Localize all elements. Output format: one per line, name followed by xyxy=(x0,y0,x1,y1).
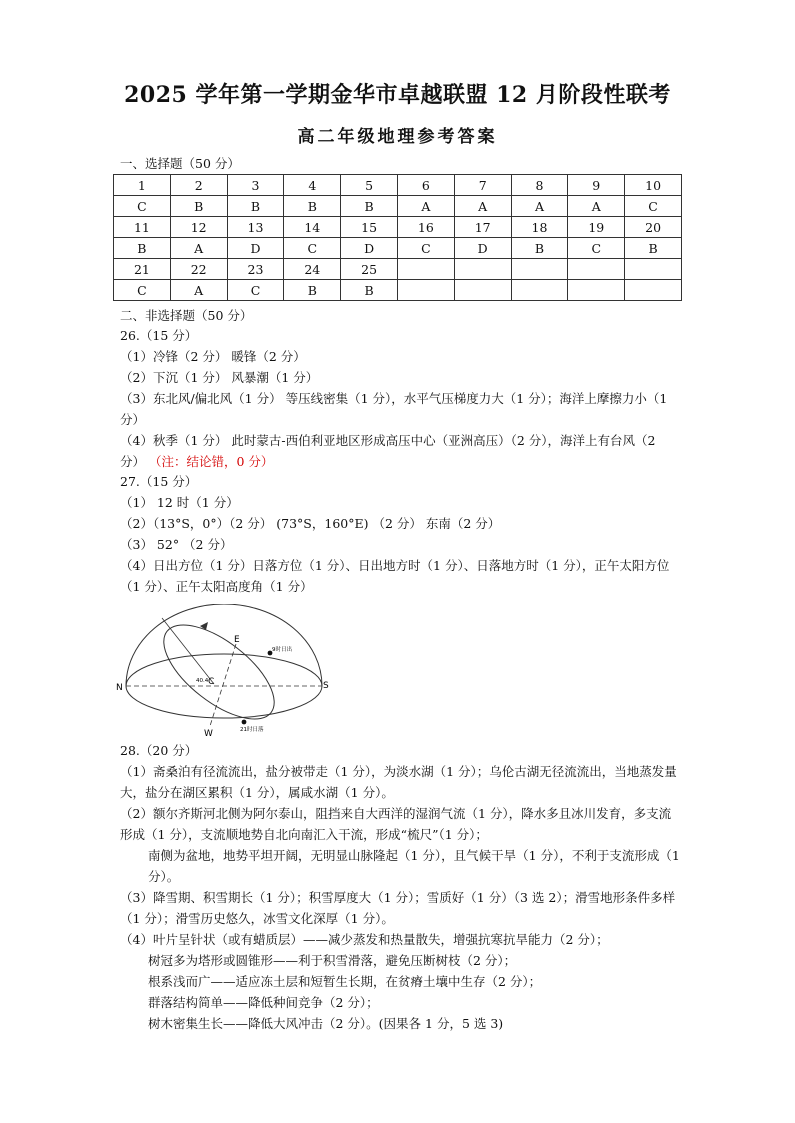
question-number-cell: 18 xyxy=(511,217,568,238)
question-number-cell: 25 xyxy=(341,259,398,280)
question-number-row xyxy=(114,259,682,280)
q28-part4-item5: 树木密集生长——降低大风冲击（2 分）。(因果各 1 分，5 选 3) xyxy=(148,1016,504,1031)
question-number-cell: 11 xyxy=(114,217,171,238)
question-27 xyxy=(120,471,682,597)
sky-dome-arc xyxy=(126,604,322,686)
sunrise-label: 9时日出 xyxy=(272,647,292,653)
question-number-cell: 24 xyxy=(284,259,341,280)
question-number-cell xyxy=(568,259,625,280)
answer-cell: B xyxy=(227,196,284,217)
answer-row xyxy=(114,238,682,259)
answer-cell: C xyxy=(397,238,454,259)
question-28 xyxy=(120,740,682,1034)
question-number-cell: 5 xyxy=(341,175,398,196)
sunset-point xyxy=(242,720,247,725)
page-title: 2025 学年第一学期金华市卓越联盟 12 月阶段性联考 xyxy=(124,82,671,108)
q28-part3: （3）降雪期、积雪期长（1 分）；积雪厚度大（1 分）；雪质好（1 分）（3 选 2）；滑雪地形条件多样（1 分）；滑雪历史悠久，冰雪文化深厚（1 分）。 xyxy=(120,890,676,926)
q27-part3: （3） 52° （2 分） xyxy=(120,537,233,552)
question-number-cell xyxy=(625,259,682,280)
question-number-cell: 17 xyxy=(454,217,511,238)
q28-part4-item3: 根系浅而广——适应冻土层和短暂生长期，在贫瘠土壤中生存（2 分）； xyxy=(148,974,542,989)
answer-cell: B xyxy=(625,238,682,259)
question-number-cell: 23 xyxy=(227,259,284,280)
answer-cell: D xyxy=(454,238,511,259)
question-number-cell: 21 xyxy=(114,259,171,280)
q26-part3: （3）东北风/偏北风（1 分） 等压线密集（1 分），水平气压梯度力大（1 分）；海洋上摩擦力小（1 分） xyxy=(120,391,668,427)
answer-cell: A xyxy=(170,238,227,259)
question-number-cell xyxy=(397,259,454,280)
answer-cell xyxy=(511,280,568,301)
q28-part4-item4: 群落结构简单——降低种间竞争（2 分）； xyxy=(148,995,379,1010)
q27-heading: 27.（15 分） xyxy=(120,474,198,489)
question-number-cell xyxy=(511,259,568,280)
q28-heading: 28.（20 分） xyxy=(120,743,198,758)
question-number-cell: 3 xyxy=(227,175,284,196)
question-number-cell: 9 xyxy=(568,175,625,196)
answer-row xyxy=(114,196,682,217)
answer-cell: B xyxy=(284,196,341,217)
answer-cell: C xyxy=(284,238,341,259)
q28-part1: （1）斋桑泊有径流流出，盐分被带走（1 分），为淡水湖（1 分）；乌伦古湖无径流流出，当地蒸发量大，盐分在湖区累积（1 分），属咸水湖（1 分）。 xyxy=(120,764,677,800)
question-number-cell xyxy=(454,259,511,280)
q28-part2: （2）额尔齐斯河北侧为阿尔泰山，阻挡来自大西洋的湿润气流（1 分），降水多且冰川发育，多支流形成（1 分），支流顺地势自北向南汇入干流，形成“梳尺”（1 分）； xyxy=(120,806,672,842)
sunset-label: 21时日落 xyxy=(240,727,264,733)
q26-part2: （2）下沉（1 分） 风暴潮（1 分） xyxy=(120,370,319,385)
q27-part2: （2）（13°S，0°）（2 分） (73°S，160°E) （2 分） 东南（2 分） xyxy=(120,516,501,531)
question-number-cell: 6 xyxy=(397,175,454,196)
question-number-row xyxy=(114,175,682,196)
section-multiple-choice-heading: 一、选择题（50 分） xyxy=(120,156,240,171)
answer-cell: C xyxy=(114,280,171,301)
question-number-cell: 8 xyxy=(511,175,568,196)
east-label: E xyxy=(234,635,240,645)
q26-heading: 26.（15 分） xyxy=(120,328,198,343)
question-number-cell: 15 xyxy=(341,217,398,238)
q26-part4-text: （4）秋季（1 分） 此时蒙古-西伯利亚地区形成高压中心（亚洲高压）（2 分），海洋上有台风（2 分） xyxy=(120,433,656,469)
question-number-cell: 1 xyxy=(114,175,171,196)
question-number-cell: 14 xyxy=(284,217,341,238)
sun-path-ellipse xyxy=(149,608,290,737)
angle-label: 40.4 xyxy=(196,678,209,684)
question-number-row xyxy=(114,217,682,238)
question-number-cell: 4 xyxy=(284,175,341,196)
answer-cell: C xyxy=(625,196,682,217)
q27-part4: （4）日出方位（1 分）日落方位（1 分）、日出地方时（1 分）、日落地方时（1 分），正午太阳方位（1 分）、正午太阳高度角（1 分） xyxy=(120,558,670,594)
answer-cell: C xyxy=(227,280,284,301)
answer-cell: A xyxy=(170,280,227,301)
answer-row xyxy=(114,280,682,301)
q28-part4: （4）叶片呈针状（或有蜡质层）——减少蒸发和热量散失，增强抗寒抗旱能力（2 分）； xyxy=(120,932,609,947)
answer-cell xyxy=(568,280,625,301)
answer-cell: A xyxy=(454,196,511,217)
sun-path-diagram xyxy=(114,604,334,742)
north-label: N xyxy=(116,683,123,693)
south-label: S xyxy=(323,681,329,691)
q26-part1: （1）冷锋（2 分） 暖锋（2 分） xyxy=(120,349,306,364)
question-number-cell: 16 xyxy=(397,217,454,238)
q26-part4 xyxy=(120,430,682,472)
answer-cell: A xyxy=(397,196,454,217)
q28-part2-cont: 南侧为盆地，地势平坦开阔，无明显山脉隆起（1 分），且气候干旱（1 分），不利于支流形成（1 分）。 xyxy=(148,848,680,884)
q26-note: （注：结论错，0 分） xyxy=(149,454,274,469)
question-26 xyxy=(120,325,682,472)
question-number-cell: 12 xyxy=(170,217,227,238)
question-number-cell: 22 xyxy=(170,259,227,280)
answer-cell: B xyxy=(341,196,398,217)
answer-cell xyxy=(397,280,454,301)
answer-cell: B xyxy=(170,196,227,217)
answer-cell: B xyxy=(114,238,171,259)
answer-cell xyxy=(625,280,682,301)
answer-cell: B xyxy=(284,280,341,301)
question-number-cell: 7 xyxy=(454,175,511,196)
answer-cell: A xyxy=(511,196,568,217)
answer-table xyxy=(113,174,682,301)
section-essay-heading: 二、非选择题（50 分） xyxy=(120,308,253,323)
answer-cell xyxy=(454,280,511,301)
answer-cell: A xyxy=(568,196,625,217)
answer-cell: B xyxy=(511,238,568,259)
q27-part1: （1） 12 时（1 分） xyxy=(120,495,239,510)
q28-part4-item2: 树冠多为塔形或圆锥形——利于积雪滑落，避免压断树枝（2 分）； xyxy=(148,953,517,968)
question-number-cell: 13 xyxy=(227,217,284,238)
west-label: W xyxy=(204,729,213,739)
center-label: C xyxy=(208,677,215,687)
question-number-cell: 10 xyxy=(625,175,682,196)
question-number-cell: 2 xyxy=(170,175,227,196)
answer-cell: D xyxy=(341,238,398,259)
page-subtitle: 高二年级地理参考答案 xyxy=(297,127,498,147)
question-number-cell: 19 xyxy=(568,217,625,238)
answer-cell: C xyxy=(114,196,171,217)
answer-cell: D xyxy=(227,238,284,259)
answer-cell: C xyxy=(568,238,625,259)
question-number-cell: 20 xyxy=(625,217,682,238)
answer-cell: B xyxy=(341,280,398,301)
